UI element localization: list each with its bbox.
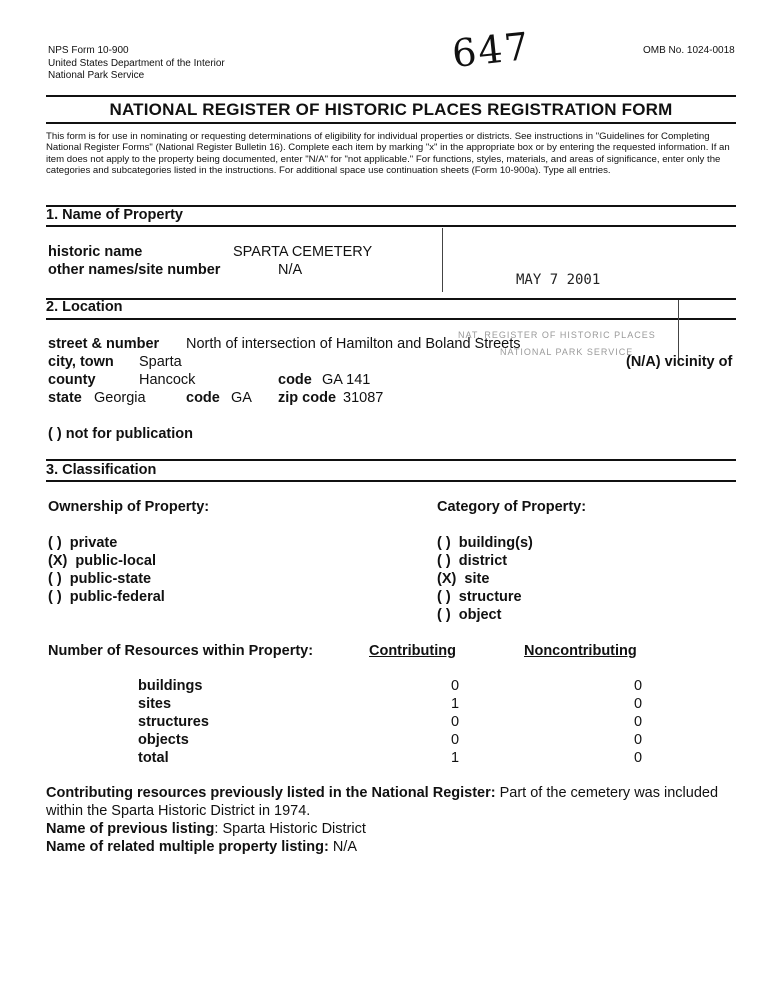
contributing-previously-listed (46, 784, 746, 820)
state-value: Georgia (94, 390, 146, 406)
previous-listing (46, 820, 746, 838)
department: United States Department of the Interior (48, 57, 225, 69)
ownership-mark: ( ) (48, 589, 62, 605)
city-label: city, town (48, 354, 114, 370)
street-value: North of intersection of Hamilton and Boland Streets (186, 336, 521, 352)
form-title: NATIONAL REGISTER OF HISTORIC PLACES REGISTRATION FORM (109, 100, 673, 119)
resource-contributing: 0 (450, 714, 460, 730)
historic-name-value: SPARTA CEMETERY (233, 244, 373, 260)
divider (46, 318, 736, 320)
section-3-heading: 3. Classification (46, 462, 157, 478)
resource-label: total (138, 750, 169, 766)
resource-contributing: 1 (450, 750, 460, 766)
previous-listing-block (46, 784, 746, 856)
ownership-label: public-state (69, 571, 152, 587)
prev-listing-value: : Sparta Historic District (214, 821, 366, 837)
category-mark: ( ) (437, 535, 451, 551)
category-label: district (458, 553, 508, 569)
form-header (48, 45, 225, 83)
divider (46, 225, 736, 227)
resource-noncontributing: 0 (633, 696, 643, 712)
ownership-label: public-local (75, 553, 156, 569)
ownership-label: private (69, 535, 118, 551)
divider (46, 459, 736, 461)
state-code-label: code (186, 390, 220, 406)
ownership-option (48, 589, 165, 605)
resource-noncontributing: 0 (633, 714, 643, 730)
county-label: county (48, 372, 96, 388)
category-label: structure (458, 589, 522, 605)
resource-label: structures (138, 714, 209, 730)
stamp-text-1: NAT. REGISTER OF HISTORIC PLACES (458, 330, 656, 340)
ownership-mark: ( ) (48, 535, 62, 551)
category-mark: ( ) (437, 589, 451, 605)
ownership-option (48, 535, 117, 551)
category-mark: ( ) (437, 607, 451, 623)
category-label: building(s) (458, 535, 533, 551)
divider (46, 122, 736, 124)
stamp-text-2: NATIONAL PARK SERVICE (500, 347, 634, 357)
category-label: site (464, 571, 490, 587)
not-for-publication: ( ) not for publication (48, 426, 193, 442)
other-names-label: other names/site number (48, 262, 221, 278)
ownership-option (48, 553, 156, 569)
zip-label: zip code (278, 390, 337, 406)
ownership-heading: Ownership of Property: (48, 499, 210, 515)
other-names-value: N/A (278, 262, 303, 278)
resource-noncontributing: 0 (633, 678, 643, 694)
related-value: N/A (328, 839, 357, 855)
city-value: Sparta (139, 354, 182, 370)
related-listing (46, 838, 746, 856)
omb-number: OMB No. 1024-0018 (643, 45, 735, 56)
instructions: This form is for use in nominating or requesting determinations of eligibility for individual properties or districts. See instructions in "Guidelines for Completing National Register Forms" (National Register Bulletin 16). Complete each item by marking "x" in the appropriate box or by entering the requested information. If an item does not apply to the property being documented, enter "N/A" for "not applicable." For functions, styles, materials, and areas of significance, enter only the categories and subcategories listed in the instructions. For additional space use continuation sheets (Form 10-900a). Type all entries. (46, 131, 730, 176)
resource-noncontributing: 0 (633, 750, 643, 766)
stamp-border (678, 300, 679, 360)
ownership-mark: ( ) (48, 571, 62, 587)
historic-name-label: historic name (48, 244, 143, 260)
county-code-label: code (278, 372, 312, 388)
resource-contributing: 0 (450, 678, 460, 694)
category-option (437, 535, 533, 551)
state-label: state (48, 390, 82, 406)
contributing-header: Contributing (369, 643, 456, 659)
resource-noncontributing: 0 (633, 732, 643, 748)
resource-contributing: 0 (450, 732, 460, 748)
category-heading: Category of Property: (437, 499, 587, 515)
agency: National Park Service (48, 70, 145, 81)
category-option (437, 589, 522, 605)
handwritten-number: 647 (449, 24, 533, 76)
zip-value: 31087 (343, 390, 384, 406)
resources-heading: Number of Resources within Property: (48, 643, 314, 659)
state-code-value: GA (231, 390, 252, 406)
street-label: street & number (48, 336, 160, 352)
contrib-label: Contributing resources previously listed in the National Register: (46, 785, 496, 801)
received-stamp-date: MAY 7 2001 (516, 272, 601, 288)
vicinity-label: (N/A) vicinity of (626, 354, 733, 370)
ownership-label: public-federal (69, 589, 165, 605)
category-option (437, 553, 507, 569)
ownership-option (48, 571, 151, 587)
resource-contributing: 1 (450, 696, 460, 712)
related-label: Name of related multiple property listing: (46, 839, 329, 855)
category-mark: ( ) (437, 553, 451, 569)
resource-label: objects (138, 732, 189, 748)
category-label: object (458, 607, 502, 623)
ownership-mark: (X) (48, 553, 68, 569)
section-2-heading: 2. Location (46, 299, 123, 315)
county-value: Hancock (139, 372, 196, 388)
noncontributing-header: Noncontributing (524, 643, 637, 659)
divider (46, 480, 736, 482)
section-1-heading: 1. Name of Property (46, 207, 183, 223)
prev-listing-label: Name of previous listing (46, 821, 215, 837)
form-number: NPS Form 10-900 (48, 45, 129, 56)
resource-label: sites (138, 696, 172, 712)
category-mark: (X) (437, 571, 457, 587)
resource-label: buildings (138, 678, 203, 694)
stamp-border (442, 228, 443, 292)
county-code-value: GA 141 (322, 372, 371, 388)
divider (46, 298, 736, 300)
category-option (437, 571, 489, 587)
contrib-value: Part of the cemetery was included within the Sparta Historic District in 1974. (46, 785, 719, 819)
divider (46, 95, 736, 97)
category-option (437, 607, 501, 623)
